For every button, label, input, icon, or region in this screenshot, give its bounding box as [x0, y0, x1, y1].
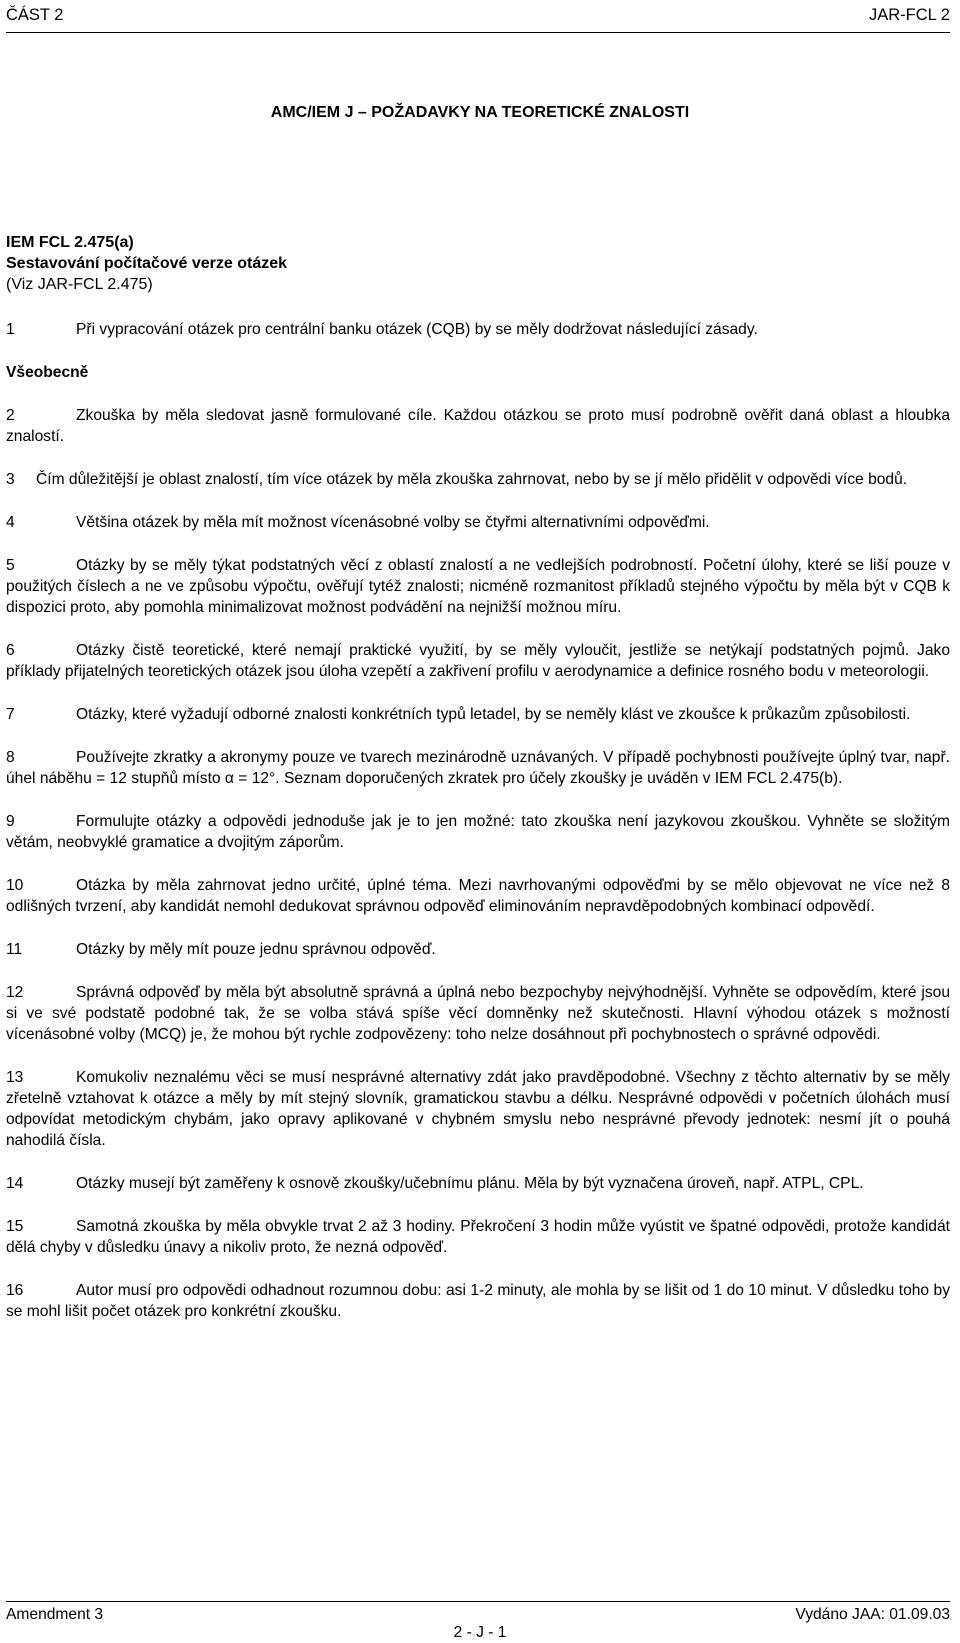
paragraph [6, 982, 950, 1045]
paragraph-number: 2 [6, 407, 15, 424]
header-part: ČÁST 2 [6, 6, 64, 24]
paragraph [6, 512, 950, 533]
paragraph-text: Autor musí pro odpovědi odhadnout rozumnou dobu: asi 1-2 minuty, ale mohla by se lišit od 1 do 10 minut. V důsledku toho by se mohl lišit počet otázek pro konkrétní zkoušku. [6, 1282, 950, 1320]
paragraph-number: 15 [6, 1218, 24, 1235]
reference-block [6, 232, 287, 295]
footer-divider [6, 1601, 950, 1602]
paragraph-text: Otázky, které vyžadují odborné znalosti konkrétních typů letadel, by se neměly klást ve zkoušce k průkazům způsobilosti. [76, 706, 911, 723]
paragraph-number: 10 [6, 877, 24, 894]
paragraph-text: Otázky by měly mít pouze jednu správnou odpověď. [76, 941, 436, 958]
paragraph-text: Komukoliv neznalému věci se musí nesprávné alternativy zdát jako pravděpodobné. Všechny z těchto alternativ by se měly zřetelně vztahovat k otázce a měly by mít stejný slovník, gramatickou stavbu a délku. Nesprávné odpovědi v početních úlohách musí odpovídat metodickým chybám, jako opravy aplikované v chybném smyslu nebo nesprávné převody jednotek: nesmí jít o pouhá nahodilá čísla. [6, 1069, 950, 1149]
document-body [6, 319, 950, 1344]
paragraph-text: Při vypracování otázek pro centrální banku otázek (CQB) by se měly dodržovat následující zásady. [76, 321, 758, 338]
reference-name: Sestavování počítačové verze otázek [6, 255, 288, 272]
paragraph [6, 747, 950, 789]
paragraph [6, 469, 950, 490]
page-header [6, 6, 954, 26]
paragraph-text: Používejte zkratky a akronymy pouze ve tvarech mezinárodně uznávaných. V případě pochybnosti používejte úplný tvar, např. úhel náběhu = 12 stupňů místo α = 12°. Seznam doporučených zkratek pro účely zkoušky je uváděn v IEM FCL 2.475(b). [6, 749, 950, 787]
paragraph [6, 704, 950, 725]
paragraph-text: Otázky by se měly týkat podstatných věcí z oblastí znalostí a ne vedlejších podrobností. Početní úlohy, které se liší pouze v použitých číslech a ne ve způsobu výpočtu, ověřují tytéž znalosti; nicméně rozmanitost příkladů stejného výpočtu by měla být v CQB k dispozici proto, aby pomohla minimalizovat možnost podvádění na nejnižší možnou míru. [6, 557, 950, 616]
paragraph-text: Otázky čistě teoretické, které nemají praktické využití, by se měly vyloučit, jestliže se netýkají podstatných pojmů. Jako příklady přijatelných teoretických otázek jsou úloha vzepětí a zakřivení profilu v aerodynamice a definice rosného bodu v meteorologii. [6, 642, 950, 680]
page-number: 2 - J - 1 [453, 1624, 507, 1641]
paragraph [6, 1216, 950, 1258]
paragraph-text: Čím důležitější je oblast znalostí, tím více otázek by měla zkouška zahrnovat, nebo by se jí mělo přidělit v odpovědi více bodů. [36, 471, 908, 488]
paragraph [6, 405, 950, 447]
paragraph-number: 8 [6, 749, 15, 766]
paragraph [6, 640, 950, 682]
paragraph-number: 13 [6, 1069, 24, 1086]
paragraph-number: 4 [6, 514, 15, 531]
paragraph-number: 12 [6, 984, 24, 1001]
paragraph [6, 939, 950, 960]
paragraph [6, 1280, 950, 1322]
paragraph-text: Otázky musejí být zaměřeny k osnově zkoušky/učebnímu plánu. Měla by být vyznačena úroveň, např. ATPL, CPL. [76, 1175, 864, 1192]
paragraph-number: 5 [6, 557, 15, 574]
paragraph-text: Otázka by měla zahrnovat jedno určité, úplné téma. Mezi navrhovanými odpověďmi by se mělo objevovat ne více než 8 odlišných tvrzení, aby kandidát nemohl dedukovat správnou odpověď eliminováním nepravděpodobných kombinací odpovědí. [6, 877, 950, 915]
paragraph-number: 7 [6, 706, 15, 723]
section-heading: Všeobecně [6, 364, 89, 381]
document-page [6, 0, 954, 1643]
footer-amendment: Amendment 3 [6, 1606, 104, 1623]
paragraph-number: 9 [6, 813, 15, 830]
paragraph-number: 1 [6, 321, 15, 338]
footer-issue-date: Vydáno JAA: 01.09.03 [795, 1606, 950, 1623]
paragraph-number: 3 [6, 471, 15, 488]
paragraph-number: 11 [6, 941, 23, 958]
reference-code: IEM FCL 2.475(a) [6, 234, 134, 251]
paragraph-text: Většina otázek by měla mít možnost vícenásobné volby se čtyřmi alternativními odpověďmi. [76, 514, 710, 531]
paragraph [6, 555, 950, 618]
paragraph-text: Správná odpověď by měla být absolutně správná a úplná nebo bezpochyby nejvýhodnější. Vyhněte se odpovědím, které jsou si ve své podstatě podobné tak, že se volba stává spíše věcí domněnky než skutečnosti. Hlavní výhodou otázek s možností vícenásobné volby (MCQ) je, že mohou být rychle zodpovězeny: toho nelze dosáhnout při pochybnostech o správné odpovědi. [6, 984, 950, 1043]
paragraph [6, 875, 950, 917]
paragraph [6, 319, 950, 340]
paragraph-text: Formulujte otázky a odpovědi jednoduše jak je to jen možné: tato zkouška není jazykovou zkouškou. Vyhněte se složitým větám, neobvyklé gramatice a dvojitým záporům. [6, 813, 950, 851]
reference-see: (Viz JAR-FCL 2.475) [6, 276, 153, 293]
header-regulation: JAR-FCL 2 [869, 6, 950, 24]
header-divider [6, 32, 950, 33]
paragraph-text: Samotná zkouška by měla obvykle trvat 2 až 3 hodiny. Překročení 3 hodin může vyústit ve špatné odpovědi, protože kandidát dělá chyby v důsledku únavy a nikoliv proto, že nezná odpověď. [6, 1218, 950, 1256]
paragraph-number: 16 [6, 1282, 24, 1299]
paragraph [6, 1067, 950, 1151]
paragraph-number: 6 [6, 642, 15, 659]
paragraph [6, 1173, 950, 1194]
paragraph-number: 14 [6, 1175, 24, 1192]
document-title: AMC/IEM J – POŽADAVKY NA TEORETICKÉ ZNALOSTI [270, 104, 690, 121]
paragraph [6, 811, 950, 853]
paragraph-text: Zkouška by měla sledovat jasně formulované cíle. Každou otázkou se proto musí podrobně ověřit daná oblast a hloubka znalostí. [6, 407, 950, 445]
